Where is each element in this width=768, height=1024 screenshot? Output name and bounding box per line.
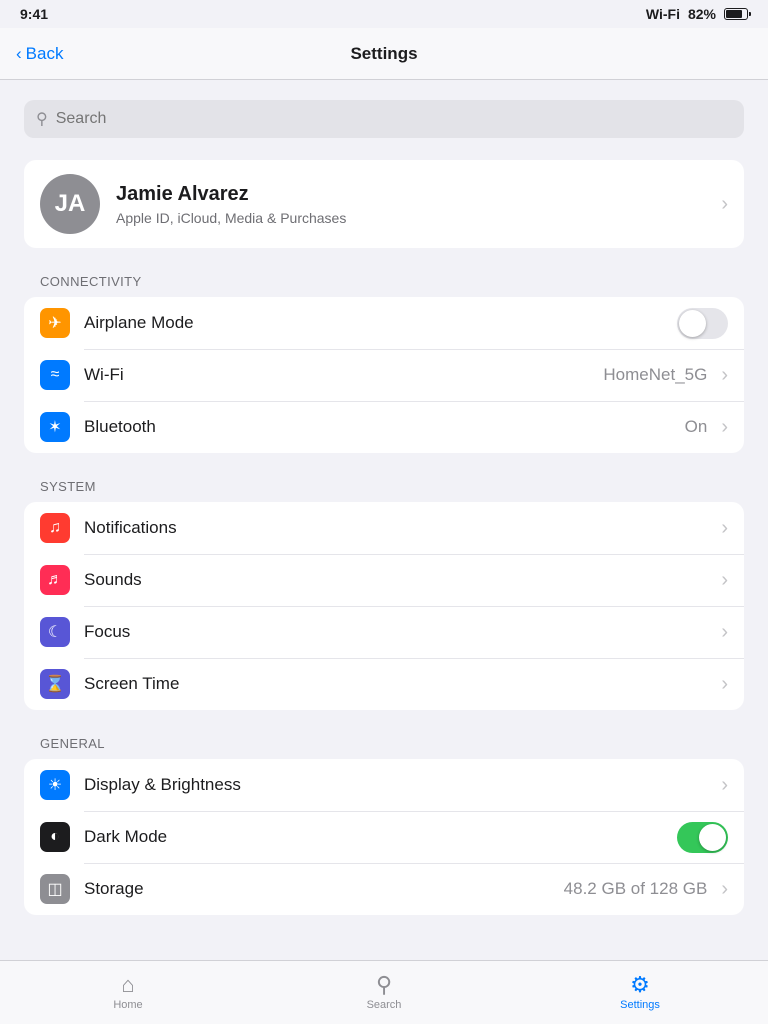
airplane-mode-label: Airplane Mode — [84, 313, 194, 332]
section-header-system: SYSTEM — [40, 479, 96, 494]
bluetooth-icon: ✶ — [40, 412, 70, 442]
moon-icon: ☾ — [40, 617, 70, 647]
row-sounds[interactable] — [24, 554, 744, 606]
search-bar[interactable] — [24, 100, 744, 138]
chevron-right-icon: › — [721, 516, 728, 539]
row-airplane-mode — [24, 297, 744, 349]
row-focus[interactable] — [24, 606, 744, 658]
section-header-connectivity: CONNECTIVITY — [40, 274, 142, 289]
home-icon: ⌂ — [121, 972, 135, 997]
chevron-right-icon: › — [721, 568, 728, 591]
airplane-mode-toggle[interactable] — [677, 308, 728, 339]
section-header-general: GENERAL — [40, 736, 105, 751]
profile-card[interactable] — [24, 160, 744, 248]
tab-settings[interactable] — [512, 961, 768, 1024]
back-label: Back — [25, 43, 64, 63]
search-icon: ⚲ — [375, 972, 393, 997]
profile-subtitle: Apple ID, iCloud, Media & Purchases — [116, 209, 347, 226]
avatar: JA — [40, 174, 100, 234]
chevron-right-icon: › — [721, 620, 728, 643]
chevron-right-icon: › — [721, 363, 728, 386]
battery-fill — [726, 10, 742, 18]
tab-search-label: Search — [366, 999, 402, 1011]
group-connectivity — [24, 297, 744, 453]
sun-icon: ☀ — [40, 770, 70, 800]
nav-bar — [0, 28, 768, 80]
disk-icon: ◫ — [40, 874, 70, 904]
group-system — [24, 502, 744, 710]
tab-home-label: Home — [113, 999, 143, 1011]
row-bluetooth[interactable] — [24, 401, 744, 453]
group-general — [24, 759, 744, 915]
row-dark-mode — [24, 811, 744, 863]
row-screen-time[interactable] — [24, 658, 744, 710]
dark-mode-toggle[interactable] — [677, 822, 728, 853]
page-title: Settings — [350, 43, 418, 63]
chevron-right-icon: › — [721, 877, 728, 900]
tab-settings-label: Settings — [620, 999, 660, 1011]
network-label: Wi-Fi — [645, 6, 680, 22]
row-wifi[interactable] — [24, 349, 744, 401]
tab-search[interactable] — [256, 961, 512, 1024]
battery-icon — [724, 8, 748, 20]
back-button[interactable] — [16, 44, 63, 64]
profile-name: Jamie Alvarez — [116, 182, 249, 205]
status-time: 9:41 — [20, 6, 49, 22]
row-notifications[interactable] — [24, 502, 744, 554]
sounds-label: Sounds — [84, 570, 142, 589]
dark-mode-label: Dark Mode — [84, 827, 168, 846]
battery-percent: 82% — [687, 6, 716, 22]
status-indicators — [646, 6, 748, 22]
chevron-right-icon: › — [721, 192, 728, 215]
bell-icon: ♫ — [40, 513, 70, 543]
notifications-label: Notifications — [84, 518, 177, 537]
settings-content — [0, 80, 768, 960]
row-storage[interactable] — [24, 863, 744, 915]
focus-label: Focus — [84, 622, 131, 641]
contrast-icon: ◐ — [40, 822, 70, 852]
speaker-icon: ♬ — [40, 565, 70, 595]
screen-time-label: Screen Time — [84, 674, 180, 693]
profile-text — [116, 183, 705, 226]
row-display[interactable] — [24, 759, 744, 811]
storage-value: 48.2 GB of 128 GB — [563, 879, 708, 898]
gear-icon: ⚙ — [630, 972, 650, 997]
tab-bar — [0, 960, 768, 1024]
chevron-left-icon: ‹ — [16, 43, 22, 63]
search-input[interactable] — [56, 110, 732, 128]
storage-label: Storage — [84, 879, 144, 898]
airplane-icon: ✈ — [40, 308, 70, 338]
chevron-right-icon: › — [721, 672, 728, 695]
chevron-right-icon: › — [721, 415, 728, 438]
bluetooth-label: Bluetooth — [84, 417, 156, 436]
wifi-label: Wi-Fi — [84, 365, 124, 384]
wifi-icon: ≈ — [40, 360, 70, 390]
chevron-right-icon: › — [721, 773, 728, 796]
bluetooth-value: On — [684, 417, 708, 436]
display-label: Display & Brightness — [84, 775, 241, 794]
search-icon: ⚲ — [36, 111, 48, 128]
tab-home[interactable] — [0, 961, 256, 1024]
status-bar — [0, 0, 768, 28]
wifi-network-value: HomeNet_5G — [603, 365, 708, 384]
hourglass-icon: ⌛ — [40, 669, 70, 699]
